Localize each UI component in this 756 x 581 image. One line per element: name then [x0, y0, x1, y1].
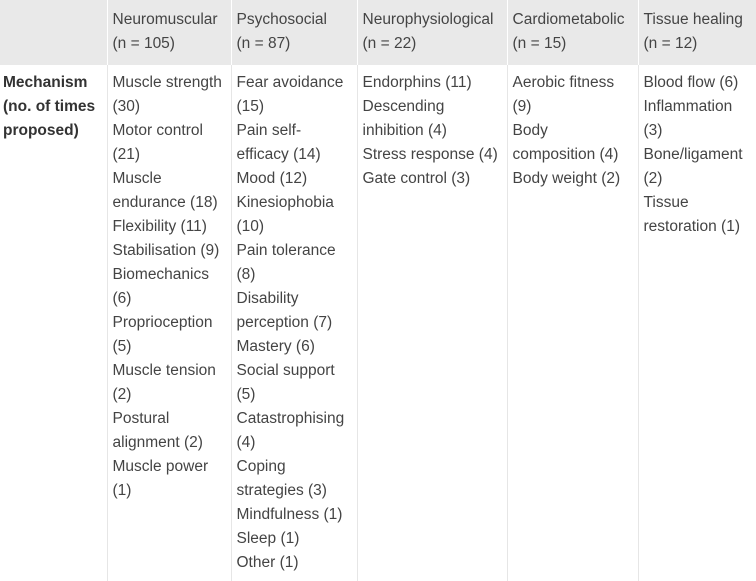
list-item: Endorphins (11) [362, 74, 472, 91]
cell-tissue-healing [638, 65, 756, 581]
cell-cardiometabolic [507, 65, 638, 581]
header-row [0, 0, 756, 65]
row-header-mechanism: Mechanism (no. of times proposed) [3, 74, 96, 139]
list-item: Muscle endurance (18) [112, 170, 218, 211]
list-item: Blood flow (6) [643, 74, 739, 91]
column-header-name: Cardiometabolic [512, 11, 625, 28]
column-header-tissue-healing [638, 0, 756, 65]
column-header-count: (n = 12) [643, 35, 698, 52]
column-header-count: (n = 105) [112, 35, 175, 52]
list-item: Gate control (3) [362, 170, 471, 187]
column-header-count: (n = 87) [236, 35, 291, 52]
list-item: Mood (12) [236, 170, 308, 187]
list-item: Social support (5) [236, 362, 335, 403]
column-header-cardiometabolic [507, 0, 638, 65]
list-item: Stress response (4) [362, 146, 498, 163]
list-item: Pain self-efficacy (14) [236, 122, 321, 163]
list-item: Flexibility (11) [112, 218, 207, 235]
list-item: Mastery (6) [236, 338, 315, 355]
list-item: Postural alignment (2) [112, 410, 203, 451]
list-item: Tissue restoration (1) [643, 194, 740, 235]
list-item: Body weight (2) [512, 170, 621, 187]
column-header-neuromuscular [107, 0, 231, 65]
list-item: Biomechanics (6) [112, 266, 209, 307]
column-header-neurophysiological [357, 0, 507, 65]
column-header-name: Psychosocial [236, 11, 327, 28]
list-item: Coping strategies (3) [236, 458, 327, 499]
list-item: Muscle power (1) [112, 458, 209, 499]
list-item: Kinesiophobia (10) [236, 194, 334, 235]
list-item: Catastrophising (4) [236, 410, 345, 451]
cell-psychosocial [231, 65, 357, 581]
list-item: Descending inhibition (4) [362, 98, 447, 139]
list-item: Bone/ligament (2) [643, 146, 743, 187]
list-item: Stabilisation (9) [112, 242, 220, 259]
cell-neuromuscular [107, 65, 231, 581]
list-item: Mindfulness (1) [236, 506, 343, 523]
column-header-name: Neurophysiological [362, 11, 494, 28]
column-header-psychosocial [231, 0, 357, 65]
list-item: Fear avoidance (15) [236, 74, 344, 115]
column-header-name: Neuromuscular [112, 11, 218, 28]
list-item: Disability perception (7) [236, 290, 333, 331]
corner-header-cell [0, 0, 107, 65]
list-item: Inflammation (3) [643, 98, 733, 139]
cell-neurophysiological [357, 65, 507, 581]
list-item: Aerobic fitness (9) [512, 74, 615, 115]
list-item: Other (1) [236, 554, 299, 571]
column-header-name: Tissue healing [643, 11, 743, 28]
list-item: Muscle strength (30) [112, 74, 222, 115]
mechanism-row [0, 65, 756, 581]
list-item: Proprioception (5) [112, 314, 213, 355]
list-item: Motor control (21) [112, 122, 203, 163]
list-item: Body composition (4) [512, 122, 619, 163]
column-header-count: (n = 15) [512, 35, 567, 52]
column-header-count: (n = 22) [362, 35, 417, 52]
list-item: Pain tolerance (8) [236, 242, 336, 283]
list-item: Sleep (1) [236, 530, 300, 547]
list-item: Muscle tension (2) [112, 362, 216, 403]
